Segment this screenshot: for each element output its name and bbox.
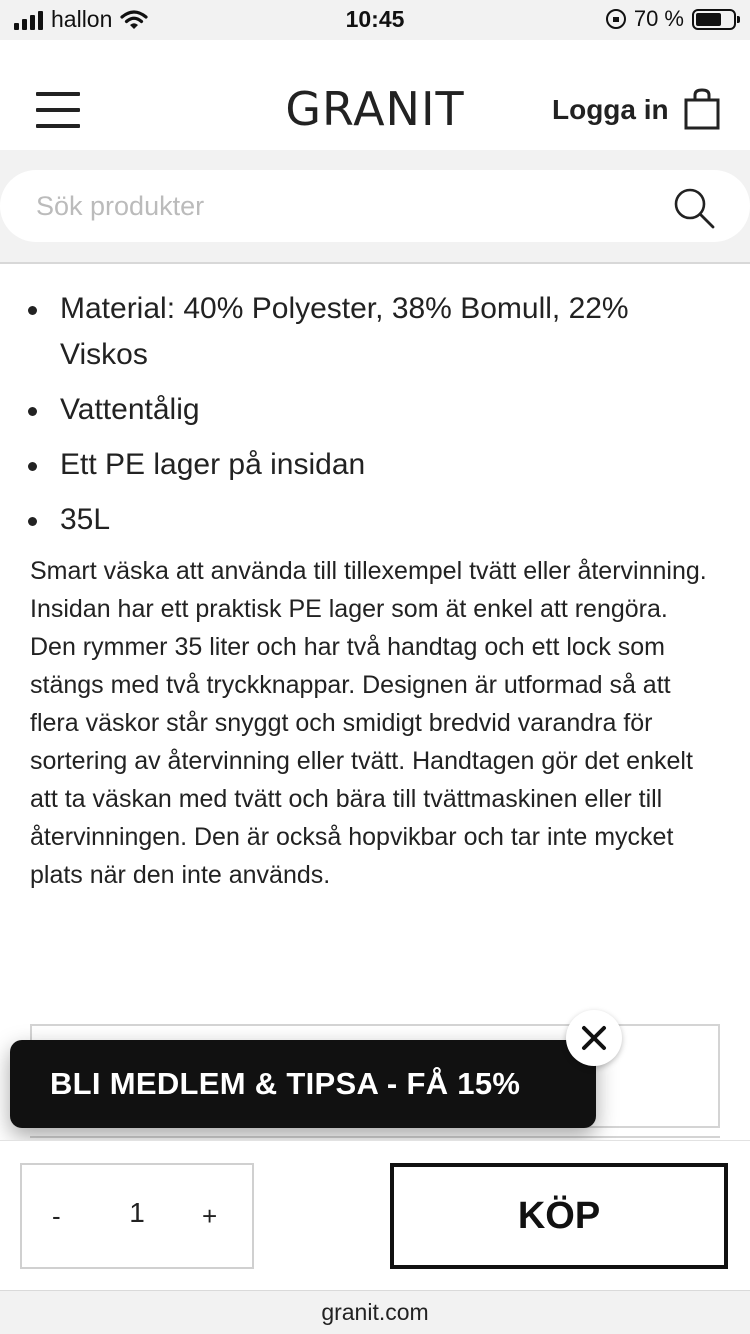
- carrier-name: hallon: [51, 6, 113, 32]
- close-icon[interactable]: [566, 1010, 622, 1066]
- status-right: [606, 6, 736, 32]
- promo-text: BLI MEDLEM & TIPSA - FÅ 15%: [50, 1066, 521, 1101]
- orientation-lock-icon: [606, 9, 626, 29]
- product-details: [0, 264, 750, 894]
- status-time: 10:45: [345, 6, 405, 32]
- shopping-bag-icon[interactable]: [684, 88, 720, 130]
- url-text: granit.com: [321, 1299, 429, 1325]
- purchase-bar: [0, 1140, 750, 1290]
- quantity-stepper: [20, 1163, 254, 1269]
- browser-url-bar[interactable]: [0, 1290, 750, 1334]
- search-bar: [0, 150, 750, 264]
- battery-percent: 70 %: [633, 6, 684, 31]
- search-icon[interactable]: [672, 186, 716, 230]
- site-header: [0, 40, 750, 150]
- feature-item: Vattentålig: [0, 387, 750, 433]
- battery-icon: [692, 9, 736, 30]
- feature-item: Material: 40% Polyester, 38% Bomull, 22% Viskos: [0, 286, 750, 378]
- feature-item: Ett PE lager på insidan: [0, 442, 750, 488]
- quantity-value[interactable]: 1: [129, 1197, 145, 1228]
- login-link[interactable]: Logga in: [552, 94, 669, 125]
- quantity-increase-button[interactable]: +: [202, 1201, 218, 1231]
- product-description: Smart väska att använda till tillexempel tvätt eller återvinning. Insidan har ett praktisk PE lager som ät enkel att rengöra. Den rymmer 35 liter och har två handtag och ett lock som stängs med två tryckknappar. Designen är utformad så att flera väskor står snyggt och smidigt bredvid varandra för sortering av återvinning eller tvätt. Handtagen gör det enkelt att ta väskan med tvätt och bära till tvättmaskinen eller till återvinningen. Den är också hopvikbar och tar inte mycket plats när den inte används.: [30, 557, 707, 889]
- quantity-decrease-button[interactable]: -: [52, 1201, 61, 1231]
- close-icon-glyph: [580, 1024, 608, 1052]
- buy-button[interactable]: KÖP: [390, 1163, 728, 1269]
- product-features-list: [0, 286, 750, 543]
- status-bar: [0, 0, 750, 40]
- search-input[interactable]: [0, 170, 750, 242]
- site-logo[interactable]: GRANIT: [285, 82, 465, 136]
- feature-item: 35L: [0, 497, 750, 543]
- member-promo-banner[interactable]: [10, 1040, 596, 1128]
